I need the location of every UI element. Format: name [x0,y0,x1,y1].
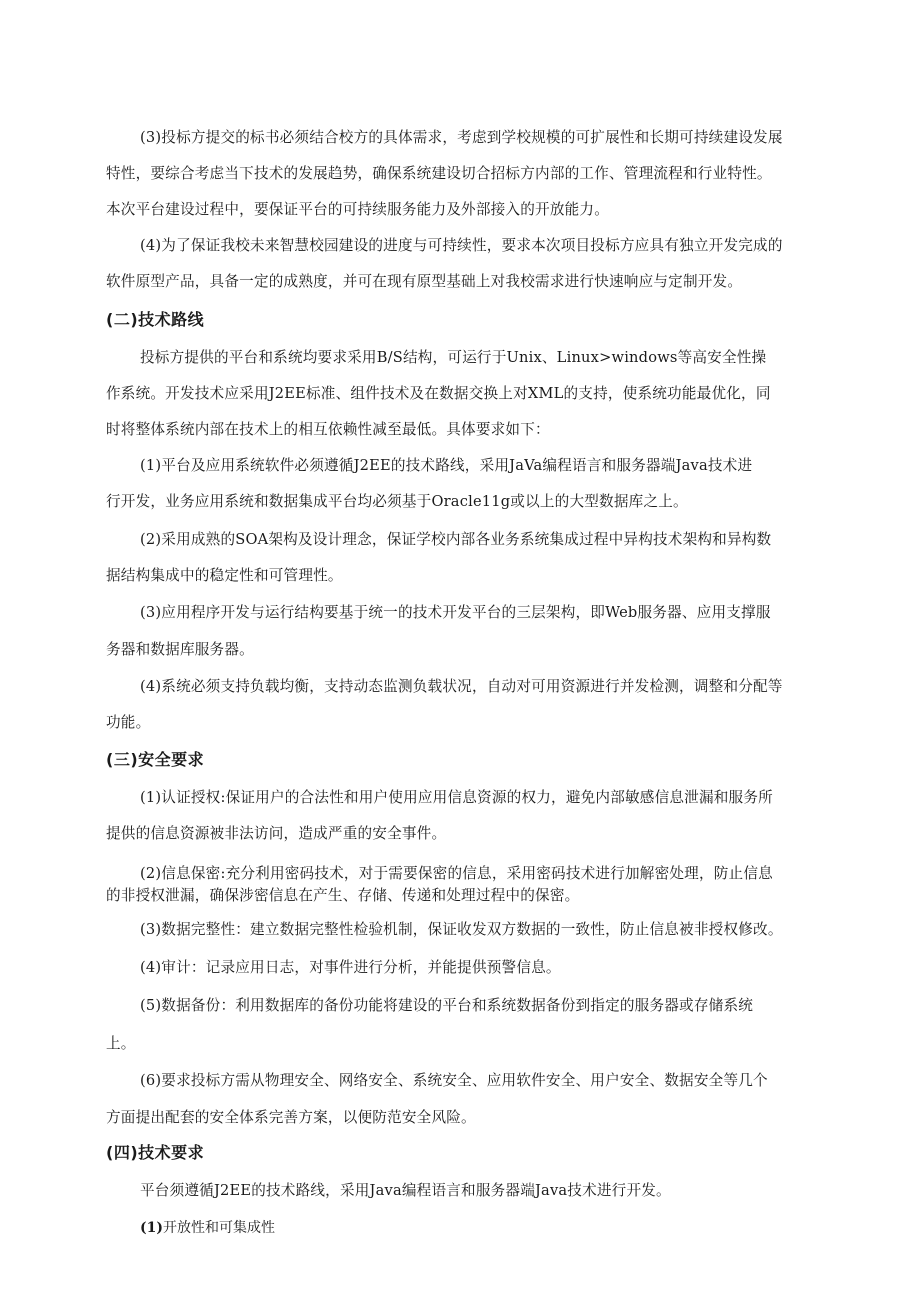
list-item-line: (5)数据备份：利用数据库的备份功能将建设的平台和系统数据备份到指定的服务器或存储系统 [140,997,754,1014]
list-item-line: (2)信息保密:充分利用密码技术，对于需要保密的信息，采用密码技术进行加解密处理，防止信息 [140,865,773,882]
section-heading: (四)技术要求 [106,1143,205,1162]
paragraph-line: 作系统。开发技术应采用J2EE标准、组件技术及在数据交换上对XML的支持，使系统功能最优化，同 [106,385,771,402]
section-heading: (二)技术路线 [106,310,205,329]
list-item-line: 的非授权泄漏，确保涉密信息在产生、存储、传递和处理过程中的保密。 [106,887,580,904]
paragraph-line: (4)为了保证我校未来智慧校园建设的进度与可持续性，要求本次项目投标方应具有独立开发完成的 [140,237,783,254]
list-item-line: 务器和数据库服务器。 [106,641,254,658]
list-item-line: 行开发，业务应用系统和数据集成平台均必须基于Oracle11g或以上的大型数据库之上。 [106,493,688,510]
paragraph-line: 平台须遵循J2EE的技术路线，采用Java编程语言和服务器端Java技术进行开发。 [140,1182,671,1199]
paragraph-line: 投标方提供的平台和系统均要求采用B/S结构，可运行于Unix、Linux>windows等高安全性操 [140,349,767,366]
list-item-line: (3)数据完整性：建立数据完整性检验机制，保证收发双方数据的一致性，防止信息被非授权修改。 [140,921,783,938]
section-heading: (三)安全要求 [106,750,205,769]
list-item-line: (6)要求投标方需从物理安全、网络安全、系统安全、应用软件安全、用户安全、数据安全等几个 [140,1072,768,1089]
list-item-line: 功能。 [106,714,151,731]
list-item-line: (2)采用成熟的SOA架构及设计理念，保证学校内部各业务系统集成过程中异构技术架构和异构数 [140,531,772,548]
paragraph-line: (3)投标方提交的标书必须结合校方的具体需求，考虑到学校规模的可扩展性和长期可持续建设发展 [140,129,783,146]
paragraph-line: 时将整体系统内部在技术上的相互依赖性减至最低。具体要求如下： [106,421,550,438]
list-item-line: (4)审计：记录应用日志，对事件进行分析，并能提供预警信息。 [140,959,561,976]
paragraph-line: 本次平台建设过程中，要保证平台的可持续服务能力及外部接入的开放能力。 [106,201,609,218]
list-item-line: 上。 [106,1035,136,1052]
list-item-line: 方面提出配套的安全体系完善方案，以便防范安全风险。 [106,1109,476,1126]
sub-heading [140,1218,275,1238]
sub-heading-number: (1) [140,1220,163,1236]
list-item-line: (4)系统必须支持负载均衡，支持动态监测负载状况，自动对可用资源进行并发检测，调整和分配等 [140,678,783,695]
list-item-line: 提供的信息资源被非法访问，造成严重的安全事件。 [106,825,447,842]
list-item-line: (1)平台及应用系统软件必须遵循J2EE的技术路线，采用JaVa编程语言和服务器端Java技术进 [140,457,753,474]
paragraph-line: 特性，要综合考虑当下技术的发展趋势，确保系统建设切合招标方内部的工作、管理流程和行业特性。 [106,165,772,182]
sub-heading-text: 开放性和可集成性 [163,1220,275,1236]
list-item-line: (3)应用程序开发与运行结构要基于统一的技术开发平台的三层架构，即Web服务器、应用支撑服 [140,604,771,621]
paragraph-line: 软件原型产品，具备一定的成熟度，并可在现有原型基础上对我校需求进行快速响应与定制开发。 [106,273,743,290]
list-item-line: (1)认证授权:保证用户的合法性和用户使用应用信息资源的权力，避免内部敏感信息泄漏和服务所 [140,789,773,806]
list-item-line: 据结构集成中的稳定性和可管理性。 [106,567,343,584]
